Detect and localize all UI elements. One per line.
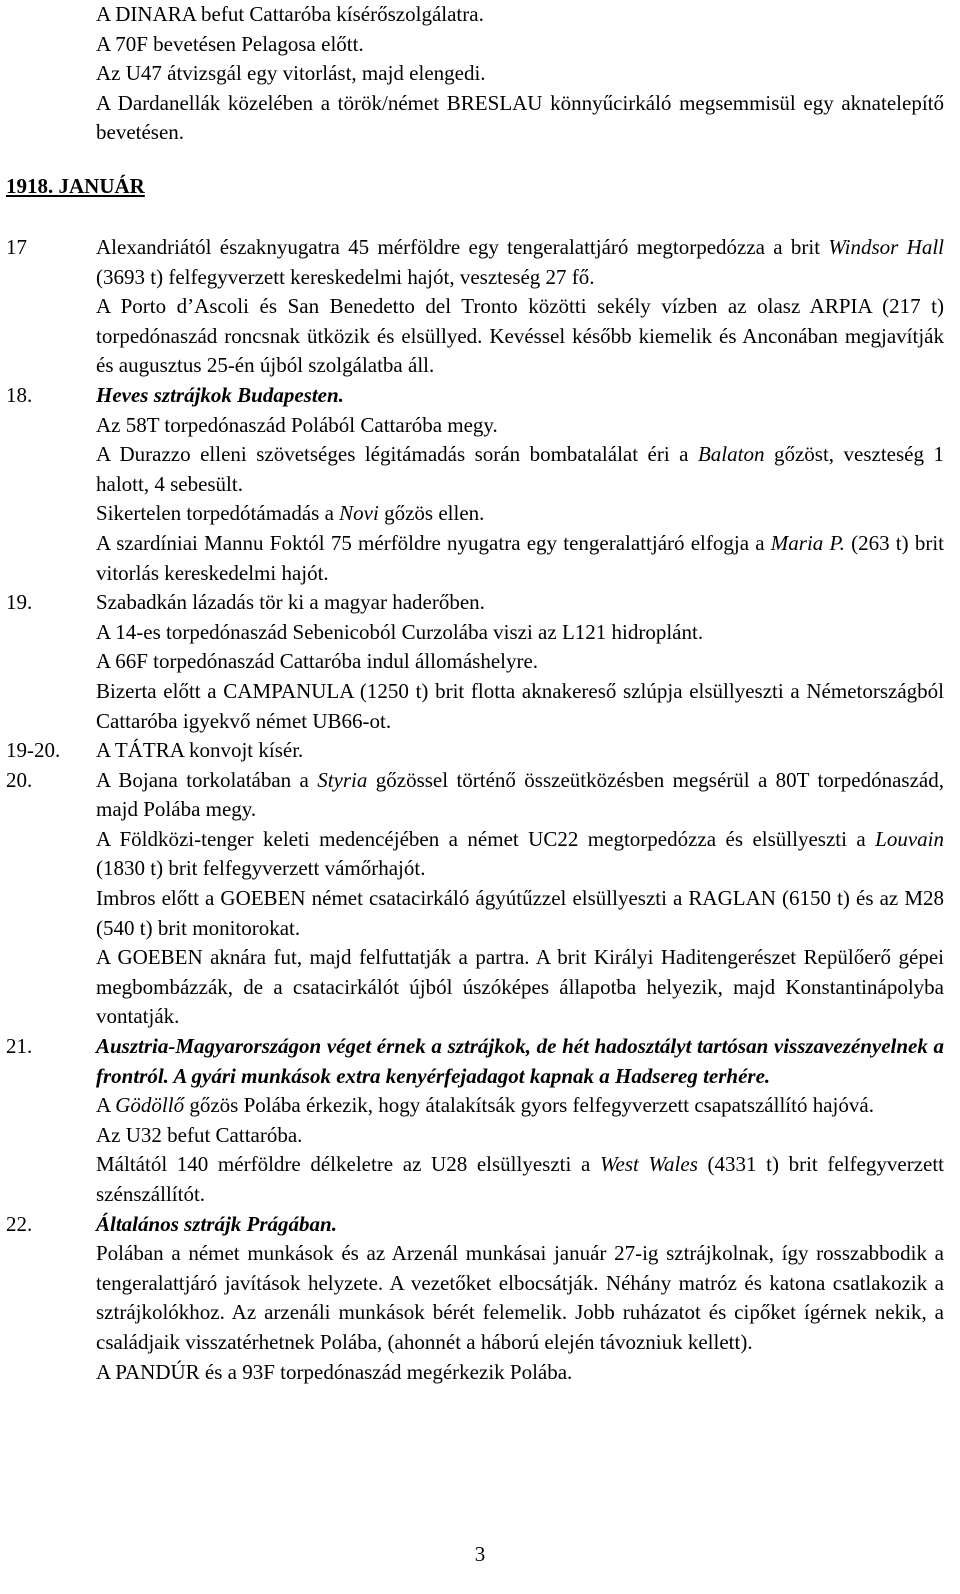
- entry-paragraph: [96, 1150, 944, 1209]
- highlight-paragraph: Általános sztrájk Prágában.: [96, 1211, 337, 1236]
- entry-date: 20.: [6, 767, 33, 792]
- entry-date: 17: [6, 235, 27, 259]
- entry-body: [96, 588, 944, 736]
- text-run: A szardíniai Mannu Foktól 75 mérföldre nyugatra egy tengeralattjáró elfogja a: [96, 530, 771, 555]
- entry-day-19-20: [0, 736, 960, 766]
- entry-paragraph: [96, 499, 944, 529]
- entry-body: [96, 736, 944, 766]
- entry-day-17: [0, 233, 960, 381]
- entry-day-20: [0, 766, 960, 1032]
- ship-name: Louvain: [875, 826, 944, 851]
- chronology-entries: [0, 233, 960, 1387]
- entry-paragraph: Szabadkán lázadás tör ki a magyar haderőben.: [96, 590, 485, 615]
- text-run: A Durazzo elleni szövetséges légitámadás során bombatalálat éri a: [96, 442, 698, 467]
- ship-name: Novi: [339, 501, 379, 526]
- text-run: gőzös ellen.: [378, 501, 485, 526]
- ship-name: Gödöllő: [115, 1093, 185, 1118]
- entry-paragraph: A PANDÚR és a 93F torpedónaszád megérkezik Polába.: [96, 1359, 573, 1384]
- intro-line: A 70F bevetésen Pelagosa előtt.: [96, 31, 364, 56]
- text-run: (1830 t) brit felfegyverzett vámőrhajót.: [96, 856, 426, 881]
- entry-date: 18.: [6, 382, 33, 407]
- intro-line: A DINARA befut Cattaróba kísérőszolgálatra.: [96, 2, 484, 26]
- entry-body: [96, 233, 944, 381]
- text-run: Alexandriától északnyugatra 45 mérföldre egy tengeralattjáró megtorpedózza a brit: [96, 235, 829, 259]
- intro-block: [96, 0, 944, 148]
- page-number: 3: [474, 1542, 486, 1566]
- section-heading: 1918. JANUÁR: [6, 174, 145, 198]
- entry-paragraph: [96, 529, 944, 588]
- entry-paragraph: Bizerta előtt a CAMPANULA (1250 t) brit flotta aknakereső szlúpja elsüllyeszti a Németországból Cattaróba igyekvő német UB66-ot.: [96, 678, 944, 733]
- highlight-paragraph: Ausztria-Magyarországon véget érnek a sztrájkok, de hét hadosztályt tartósan visszavezényelnek a frontról. A gyári munkások extra kenyérfejadagot kapnak a Hadsereg terhére.: [96, 1034, 944, 1088]
- ship-name: West Wales: [599, 1152, 698, 1177]
- text-run: Máltától 140 mérföldre délkeletre az U28 elsüllyeszti a: [96, 1152, 600, 1177]
- entry-paragraph: Az U32 befut Cattaróba.: [96, 1122, 303, 1147]
- text-run: (263 t) brit vitorlás kereskedelmi hajót.: [96, 530, 945, 585]
- text-run: gőzöst, veszteség 1 halott, 4 sebesült.: [96, 442, 944, 496]
- entry-day-21: [0, 1032, 960, 1210]
- ship-name: Balaton: [697, 442, 765, 467]
- text-run: A: [96, 1093, 116, 1118]
- entry-paragraph: A 66F torpedónaszád Cattaróba indul állomáshelyre.: [96, 649, 539, 674]
- text-run: A Földközi-tenger keleti medencéjében a német UC22 megtorpedózza és elsüllyeszti a: [96, 826, 876, 851]
- intro-line: A Dardanellák közelében a török/német BRESLAU könnyűcirkáló megsemmisül egy aknatelepítő bevetésen.: [96, 90, 944, 145]
- entry-paragraph: A TÁTRA konvojt kísér.: [96, 738, 304, 763]
- entry-paragraph: A 14-es torpedónaszád Sebenicoból Curzolába viszi az L121 hidroplánt.: [96, 619, 704, 644]
- ship-name: Maria P.: [770, 530, 845, 555]
- entry-paragraph: [96, 1091, 944, 1121]
- text-run: gőzössel történő összeütközésben megsérül a 80T torpedónaszád, majd Polába megy.: [96, 767, 944, 822]
- entry-body: [96, 766, 944, 1032]
- entry-paragraph: Az 58T torpedónaszád Polából Cattaróba megy.: [96, 412, 498, 437]
- text-run: (3693 t) felfegyverzett kereskedelmi hajót, veszteség 27 fő.: [96, 264, 595, 289]
- entry-day-18: [0, 381, 960, 588]
- entry-body: [96, 1210, 944, 1388]
- entry-date: 21.: [6, 1034, 33, 1059]
- entry-date: 22.: [6, 1211, 33, 1236]
- entry-date: 19.: [6, 590, 33, 615]
- intro-line: Az U47 átvizsgál egy vitorlást, majd elengedi.: [96, 61, 486, 86]
- text-run: A Bojana torkolatában a: [96, 767, 318, 792]
- entry-body: [96, 1032, 944, 1210]
- entry-paragraph: [96, 825, 944, 884]
- entry-paragraph: A GOEBEN aknára fut, majd felfuttatják a partra. A brit Királyi Haditengerészet Repülőerő gépei megbombázzák, de a csatacirkálót újból úszóképes állapotba helyezik, majd Konstantinápolyba vontatják.: [96, 945, 944, 1029]
- ship-name: Windsor Hall: [828, 235, 944, 259]
- text-run: Sikertelen torpedótámadás a: [96, 501, 340, 526]
- entry-paragraph: [96, 766, 944, 825]
- entry-day-22: [0, 1210, 960, 1388]
- entry-date: 19-20.: [6, 738, 61, 763]
- entry-paragraph: Polában a német munkások és az Arzenál munkásai január 27-ig sztrájkolnak, így rosszabbodik a tengeralattjáró javítások helyzete. A vezetőket elbocsátják. Néhány matróz és katona csatlakozik a sztrájkolókhoz. Az arzenáli munkások bérét felemelik. Jobb ruházatot és cipőket ígérnek nekik, a családjaik visszatérhetnek Polába, (ahonnét a háború elején távozniuk kellett).: [96, 1241, 944, 1354]
- entry-paragraph: [96, 440, 944, 499]
- entry-body: [96, 381, 944, 588]
- entry-paragraph: [96, 233, 944, 292]
- ship-name: Styria: [317, 767, 368, 792]
- entry-paragraph: Imbros előtt a GOEBEN német csatacirkáló ágyútűzzel elsüllyeszti a RAGLAN (6150 t) és az M28 (540 t) brit monitorokat.: [96, 886, 944, 940]
- highlight-paragraph: Heves sztrájkok Budapesten.: [96, 382, 344, 407]
- entry-paragraph: A Porto d’Ascoli és San Benedetto del Tronto közötti sekély vízben az olasz ARPIA (217 t) torpedónaszád roncsnak ütközik és elsüllyed. Kevéssel később kiemelik és Anconában megjavítják és augusztus 25-én újból szolgálatba áll.: [96, 294, 944, 378]
- text-run: gőzös Polába érkezik, hogy átalakítsák gyors felfegyverzett csapatszállító hajóvá.: [184, 1093, 874, 1118]
- text-run: (4331 t) brit felfegyverzett szénszállítót.: [96, 1152, 944, 1206]
- entry-day-19: [0, 588, 960, 736]
